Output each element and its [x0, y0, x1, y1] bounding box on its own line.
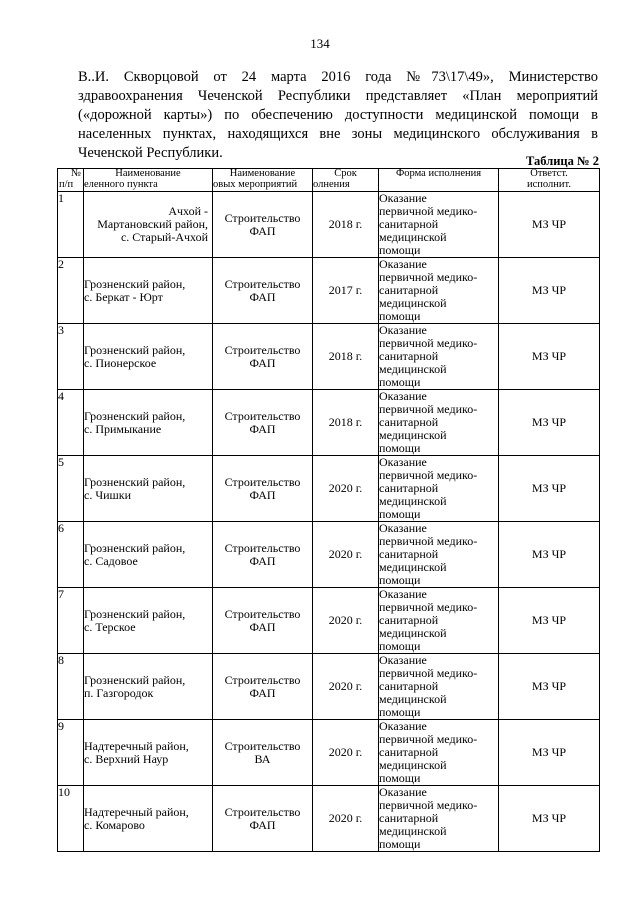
header-settlement — [84, 169, 213, 192]
event-line: ФАП — [249, 619, 276, 634]
event-cell — [213, 324, 313, 390]
form-line: медицинской — [379, 296, 447, 310]
form-line: медицинской — [379, 692, 447, 706]
settlement-cell — [84, 192, 213, 258]
event-cell — [213, 588, 313, 654]
header-num-line: п/п — [59, 178, 74, 190]
event-cell — [213, 786, 313, 852]
event-line: ФАП — [249, 553, 276, 568]
header-event — [213, 169, 313, 192]
row-number: 3 — [58, 324, 84, 390]
row-number: 8 — [58, 654, 84, 720]
settlement-line: с. Садовое — [84, 553, 138, 568]
form-line: Оказание — [379, 521, 427, 535]
table-row — [58, 192, 600, 258]
responsible-cell: МЗ ЧР — [499, 258, 600, 324]
table-row — [58, 324, 600, 390]
header-settlement-line: еленного пункта — [84, 178, 158, 190]
settlement-line: с. Верхний Наур — [84, 751, 169, 766]
form-line: первичной медико- — [379, 600, 478, 614]
intro-paragraph: В..И. Скворцовой от 24 марта 2016 года №73\17\49», Министерство здравоохранения Чеченской Республики представляет «План мероприятий («дорожной карты») по обеспечению доступности медицинской помощи в населенных пунктах, находящихся вне зоны медицинского обслуживания в Чеченской Республики. — [78, 69, 598, 161]
settlement-line: Грозненский район, — [84, 342, 186, 357]
event-line: Строительство — [224, 408, 301, 423]
form-line: первичной медико- — [379, 204, 478, 218]
event-line: Строительство — [224, 342, 301, 357]
form-line: Оказание — [379, 257, 427, 271]
event-line: Строительство — [224, 672, 301, 687]
settlement-cell — [84, 522, 213, 588]
header-term-line: Срок — [334, 168, 357, 179]
settlement-cell — [84, 588, 213, 654]
form-line: медицинской — [379, 824, 447, 838]
table-row — [58, 456, 600, 522]
row-number: 7 — [58, 588, 84, 654]
table-row — [58, 258, 600, 324]
row-number: 5 — [58, 456, 84, 522]
form-line: медицинской — [379, 428, 447, 442]
form-line: Оказание — [379, 191, 427, 205]
settlement-line: Грозненский район, — [84, 606, 186, 621]
form-cell — [379, 456, 499, 522]
term-cell: 2020 г. — [313, 456, 379, 522]
event-line: Строительство — [224, 210, 301, 225]
settlement-line: с. Комарово — [84, 817, 145, 832]
form-line: санитарной — [379, 679, 439, 693]
form-line: медицинской — [379, 560, 447, 574]
settlement-cell — [84, 390, 213, 456]
term-cell: 2020 г. — [313, 588, 379, 654]
header-num-line: № — [70, 168, 81, 179]
event-line: Строительство — [224, 540, 301, 555]
form-cell — [379, 192, 499, 258]
event-line: Строительство — [224, 738, 301, 753]
responsible-cell: МЗ ЧР — [499, 588, 600, 654]
settlement-cell — [84, 720, 213, 786]
event-cell — [213, 720, 313, 786]
form-line: санитарной — [379, 349, 439, 363]
table-caption: Таблица № 2 — [526, 154, 599, 168]
event-cell — [213, 654, 313, 720]
form-line: помощи — [379, 771, 421, 785]
row-number: 2 — [58, 258, 84, 324]
form-line: Оказание — [379, 719, 427, 733]
event-line: Строительство — [224, 276, 301, 291]
settlement-line: Надтеречный район, — [84, 738, 189, 753]
settlement-line: с. Пионерское — [84, 355, 157, 370]
form-line: первичной медико- — [379, 402, 478, 416]
form-line: санитарной — [379, 217, 439, 231]
form-line: Оказание — [379, 587, 427, 601]
form-line: медицинской — [379, 758, 447, 772]
settlement-line: Грозненский район, — [84, 672, 186, 687]
term-cell: 2018 г. — [313, 390, 379, 456]
settlement-line: с. Терское — [84, 619, 136, 634]
event-line: ФАП — [249, 289, 276, 304]
form-cell — [379, 324, 499, 390]
settlement-line: п. Газгородок — [84, 685, 154, 700]
form-line: первичной медико- — [379, 534, 478, 548]
settlement-line: с. Чишки — [84, 487, 132, 502]
form-line: первичной медико- — [379, 336, 478, 350]
settlement-cell — [84, 324, 213, 390]
header-form-line: Форма исполнения — [395, 168, 482, 179]
form-line: первичной медико- — [379, 798, 478, 812]
form-line: первичной медико- — [379, 270, 478, 284]
form-line: Оказание — [379, 389, 427, 403]
form-line: медицинской — [379, 494, 447, 508]
responsible-cell: МЗ ЧР — [499, 720, 600, 786]
event-cell — [213, 192, 313, 258]
table-row — [58, 390, 600, 456]
page-number: 134 — [310, 36, 330, 51]
plan-table — [57, 168, 600, 852]
term-cell: 2020 г. — [313, 786, 379, 852]
table-row — [58, 654, 600, 720]
event-line: ФАП — [249, 817, 276, 832]
row-number: 6 — [58, 522, 84, 588]
form-line: санитарной — [379, 811, 439, 825]
settlement-line: Грозненский район, — [84, 540, 186, 555]
form-cell — [379, 588, 499, 654]
form-cell — [379, 258, 499, 324]
form-cell — [379, 654, 499, 720]
settlement-line: с. Примыкание — [84, 421, 162, 436]
form-cell — [379, 522, 499, 588]
settlement-cell — [84, 654, 213, 720]
form-line: медицинской — [379, 362, 447, 376]
responsible-cell: МЗ ЧР — [499, 786, 600, 852]
event-cell — [213, 456, 313, 522]
event-line: Строительство — [224, 474, 301, 489]
form-line: санитарной — [379, 745, 439, 759]
form-line: санитарной — [379, 283, 439, 297]
event-line: ВА — [254, 751, 271, 766]
form-line: помощи — [379, 441, 421, 455]
table-row — [58, 588, 600, 654]
event-cell — [213, 258, 313, 324]
term-cell: 2018 г. — [313, 324, 379, 390]
row-number: 1 — [58, 192, 84, 258]
form-line: помощи — [379, 375, 421, 389]
form-line: помощи — [379, 573, 421, 587]
form-line: Оказание — [379, 323, 427, 337]
settlement-cell — [84, 786, 213, 852]
event-line: ФАП — [249, 685, 276, 700]
event-line: Строительство — [224, 804, 301, 819]
responsible-cell: МЗ ЧР — [499, 522, 600, 588]
term-cell: 2020 г. — [313, 522, 379, 588]
header-event-line: овых мероприятий — [213, 178, 298, 190]
form-line: первичной медико- — [379, 468, 478, 482]
row-number: 4 — [58, 390, 84, 456]
responsible-cell: МЗ ЧР — [499, 192, 600, 258]
header-responsible-line: Ответст. — [530, 168, 568, 179]
responsible-cell: МЗ ЧР — [499, 654, 600, 720]
form-line: помощи — [379, 705, 421, 719]
table-body — [58, 192, 600, 852]
header-term-line: олнения — [313, 178, 350, 190]
form-line: помощи — [379, 243, 421, 257]
form-line: помощи — [379, 507, 421, 521]
settlement-line: Грозненский район, — [84, 408, 186, 423]
form-line: Оказание — [379, 455, 427, 469]
term-cell: 2020 г. — [313, 720, 379, 786]
settlement-line: Грозненский район, — [84, 276, 186, 291]
table-row — [58, 522, 600, 588]
event-line: ФАП — [249, 223, 276, 238]
form-line: медицинской — [379, 230, 447, 244]
form-cell — [379, 720, 499, 786]
form-line: Оказание — [379, 785, 427, 799]
form-cell — [379, 390, 499, 456]
header-settlement-line: Наименование — [115, 168, 181, 179]
settlement-line: Надтеречный район, — [84, 804, 189, 819]
settlement-line: Ачхой - — [168, 204, 208, 218]
event-line: ФАП — [249, 355, 276, 370]
form-line: помощи — [379, 837, 421, 851]
form-line: санитарной — [379, 613, 439, 627]
responsible-cell: МЗ ЧР — [499, 390, 600, 456]
table-row — [58, 720, 600, 786]
form-line: медицинской — [379, 626, 447, 640]
table-row — [58, 786, 600, 852]
header-form — [379, 169, 499, 192]
form-line: помощи — [379, 309, 421, 323]
settlement-cell — [84, 456, 213, 522]
row-number: 10 — [58, 786, 84, 852]
form-cell — [379, 786, 499, 852]
responsible-cell: МЗ ЧР — [499, 456, 600, 522]
header-event-line: Наименование — [229, 168, 296, 179]
form-line: помощи — [379, 639, 421, 653]
header-responsible — [499, 169, 600, 192]
settlement-line: с. Беркат - Юрт — [84, 289, 163, 304]
header-term — [313, 169, 379, 192]
settlement-line: Мартановский район, — [97, 217, 208, 231]
event-line: ФАП — [249, 421, 276, 436]
responsible-cell: МЗ ЧР — [499, 324, 600, 390]
term-cell: 2017 г. — [313, 258, 379, 324]
form-line: первичной медико- — [379, 666, 478, 680]
term-cell: 2020 г. — [313, 654, 379, 720]
term-cell: 2018 г. — [313, 192, 379, 258]
header-num — [58, 169, 84, 192]
row-number: 9 — [58, 720, 84, 786]
form-line: санитарной — [379, 415, 439, 429]
event-cell — [213, 522, 313, 588]
settlement-cell — [84, 258, 213, 324]
settlement-line: Грозненский район, — [84, 474, 186, 489]
form-line: Оказание — [379, 653, 427, 667]
form-line: первичной медико- — [379, 732, 478, 746]
event-line: ФАП — [249, 487, 276, 502]
form-line: санитарной — [379, 481, 439, 495]
event-line: Строительство — [224, 606, 301, 621]
header-responsible-line: исполнит. — [527, 178, 571, 190]
table-header-row — [58, 169, 600, 192]
event-cell — [213, 390, 313, 456]
form-line: санитарной — [379, 547, 439, 561]
settlement-line: с. Старый-Ачхой — [120, 230, 208, 244]
